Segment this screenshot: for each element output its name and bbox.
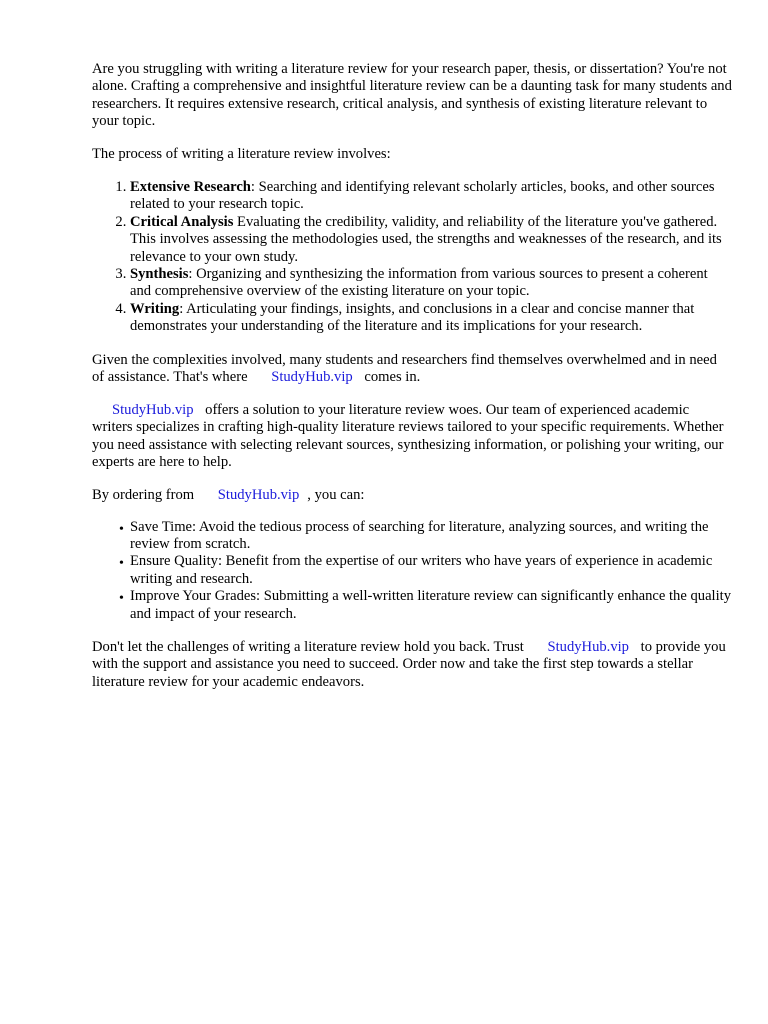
- bullet-icon: •: [119, 556, 124, 572]
- solution-paragraph: [92, 402, 732, 472]
- list-item: [119, 518, 732, 554]
- paragraph-text: Don't let the challenges of writing a literature review hold you back. Trust: [92, 638, 524, 655]
- benefit-text: Improve Your Grades: Submitting a well-written literature review can significantly enhance the quality and impact of your research.: [130, 588, 732, 622]
- benefit-text: Save Time: Avoid the tedious process of searching for literature, analyzing sources, and writing the review from scratch.: [130, 518, 709, 552]
- step-term: Extensive Research: [130, 179, 251, 196]
- step-term: Synthesis: [130, 266, 189, 283]
- benefits-list: [92, 519, 732, 623]
- assistance-paragraph: [92, 352, 732, 387]
- step-text: Searching and identifying relevant scholarly articles, books, and other sources related to your research topic.: [130, 179, 715, 213]
- list-item: [119, 553, 732, 588]
- list-item: [130, 179, 732, 214]
- closing-paragraph: [92, 639, 732, 691]
- step-term: Critical Analysis: [130, 213, 234, 230]
- paragraph-text: , you can:: [307, 487, 365, 504]
- studyhub-link[interactable]: StudyHub.vip: [217, 487, 300, 504]
- step-separator: :: [250, 179, 255, 196]
- list-item: [130, 214, 732, 266]
- paragraph-text: Given the complexities involved, many students and researchers find themselves overwhelmed and in need of assistance. That's where: [92, 351, 717, 386]
- step-separator: :: [188, 266, 193, 283]
- process-steps-list: [92, 179, 732, 336]
- intro-paragraph: Are you struggling with writing a literature review for your research paper, thesis, or dissertation? You're not alone. Crafting a comprehensive and insightful literature review can be a daunting task for many students and researchers. It requires extensive research, critical analysis, and synthesis of existing literature relevant to your topic.: [92, 61, 732, 130]
- step-text: Evaluating the credibility, validity, and reliability of the literature you've gathered. This involves assessing the methodologies used, the strengths and weaknesses of the research, and its relevance to your own study.: [130, 213, 722, 265]
- paragraph-text: By ordering from: [92, 487, 195, 504]
- process-intro: The process of writing a literature review involves:: [92, 146, 391, 163]
- step-text: Organizing and synthesizing the information from various sources to present a coherent and comprehensive overview of the existing literature on your topic.: [130, 266, 708, 300]
- paragraph-text: to provide you with the support and assistance you need to succeed. Order now and take the first step towards a stellar literature review for your academic endeavors.: [92, 638, 726, 690]
- studyhub-link[interactable]: StudyHub.vip: [271, 369, 353, 386]
- step-text: Articulating your findings, insights, and conclusions in a clear and concise manner that demonstrates your understanding of the literature and its implications for your research.: [130, 300, 695, 335]
- list-item: [130, 266, 732, 301]
- list-item: [119, 588, 732, 623]
- document-page: [92, 61, 732, 707]
- step-separator: :: [179, 300, 184, 317]
- benefit-text: Ensure Quality: Benefit from the expertise of our writers who have years of experience in academic writing and research.: [130, 553, 713, 587]
- list-item: [130, 301, 732, 336]
- paragraph-text: offers a solution to your literature review woes. Our team of experienced academic writers specializes in crafting high-quality literature reviews tailored to your specific requirements. Whether you need assistance with selecting relevant sources, synthesizing information, or polishing your writing, our experts are here to help.: [92, 402, 724, 471]
- ordering-paragraph: [92, 487, 732, 504]
- step-term: Writing: [130, 300, 180, 317]
- bullet-icon: •: [119, 521, 124, 537]
- bullet-icon: •: [119, 591, 124, 607]
- paragraph-text: comes in.: [364, 369, 421, 386]
- studyhub-link[interactable]: StudyHub.vip: [112, 402, 194, 418]
- studyhub-link[interactable]: StudyHub.vip: [547, 638, 629, 655]
